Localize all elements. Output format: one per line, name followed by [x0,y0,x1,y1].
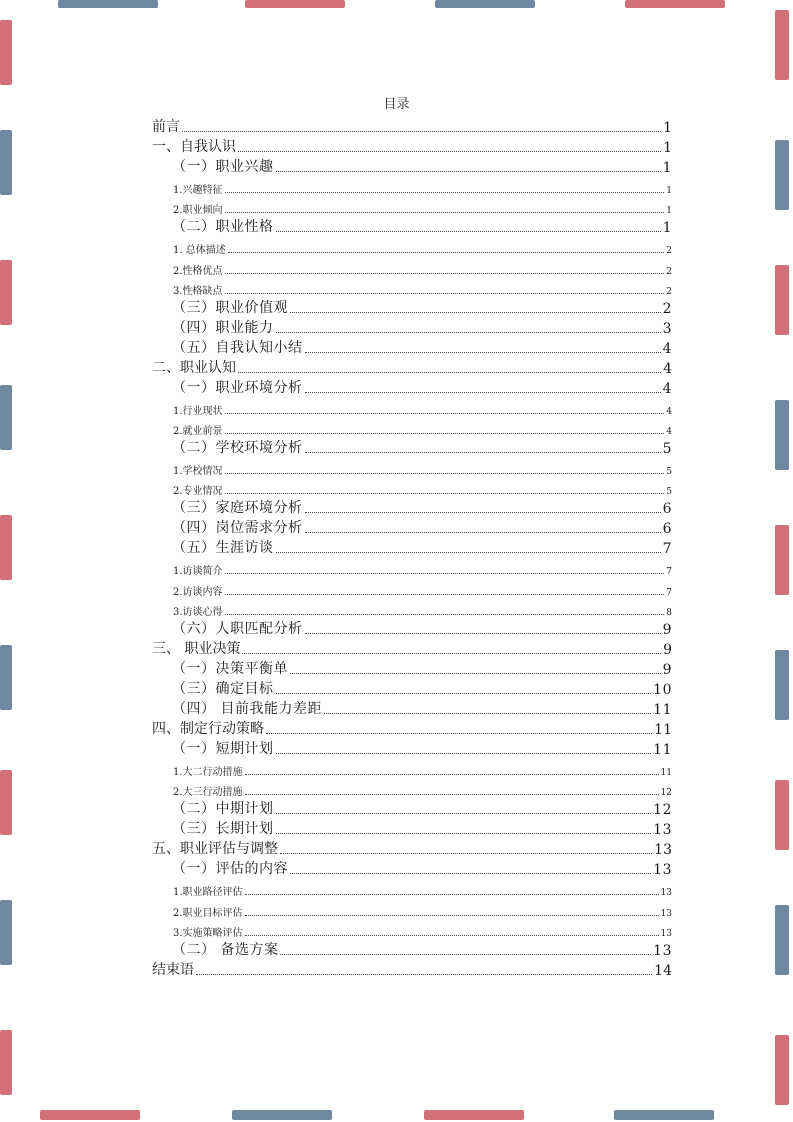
dot-leader [305,633,661,634]
dot-leader [182,131,661,132]
toc-entry[interactable] [152,419,672,439]
toc-entry-page-number: 9 [662,661,672,678]
dot-leader [280,853,652,854]
dot-leader [276,813,652,814]
dot-leader [225,192,665,193]
table-of-contents [152,118,672,981]
toc-entry-label: （五）生涯访谈 [172,540,274,557]
dot-leader [276,753,652,754]
toc-entry-page-number: 13 [653,822,672,839]
toc-entry[interactable] [152,680,672,700]
toc-entry-label: 1.学校情况 [173,466,223,478]
toc-entry-page-number: 13 [654,842,672,859]
toc-entry-page-number: 2 [666,266,672,277]
dot-leader [245,894,659,895]
toc-entry[interactable] [152,921,672,941]
toc-entry-label: 五、职业评估与调整 [152,841,278,858]
dot-leader [225,212,665,213]
toc-entry-page-number: 7 [666,587,672,598]
toc-entry-page-number: 4 [662,380,672,397]
toc-entry-label: （三）职业价值观 [172,299,288,316]
toc-entry-page-number: 13 [653,942,672,959]
dot-leader [276,231,661,232]
toc-entry-page-number: 10 [653,681,672,698]
dot-leader [225,433,665,434]
toc-entry-page-number: 1 [662,220,672,237]
toc-entry-page-number: 9 [662,621,672,638]
dot-leader [305,352,661,353]
toc-entry-label: 结束语 [152,961,194,978]
toc-entry[interactable] [152,961,672,981]
toc-entry-page-number: 12 [660,788,672,799]
border-stripe [40,1110,140,1120]
toc-entry[interactable] [152,660,672,680]
toc-entry[interactable] [152,379,672,399]
toc-entry[interactable] [152,780,672,800]
toc-entry[interactable] [152,579,672,599]
toc-entry-label: （一）短期计划 [172,741,274,757]
toc-entry-label: （六）人职匹配分析 [172,620,303,637]
toc-entry-label: （一）职业兴趣 [172,159,274,176]
toc-entry-label: 3.性格缺点 [173,285,223,297]
toc-entry[interactable] [152,620,672,640]
toc-entry-label: （三）家庭环境分析 [172,500,303,517]
dot-leader [324,713,651,714]
border-stripe [424,1110,524,1120]
toc-entry[interactable] [152,359,672,379]
dot-leader [245,794,659,795]
toc-entry-label: （四）岗位需求分析 [172,520,303,537]
toc-entry-page-number: 4 [666,427,672,437]
border-stripe [0,645,12,710]
toc-entry[interactable] [152,178,672,198]
toc-entry[interactable] [152,138,672,158]
toc-entry-page-number: 11 [660,768,672,779]
border-stripe [775,525,789,595]
toc-entry-page-number: 4 [662,340,672,357]
toc-entry[interactable] [152,399,672,419]
toc-entry-label: （四）职业能力 [172,319,274,336]
toc-entry[interactable] [152,640,672,660]
toc-entry-page-number: 11 [653,742,672,758]
toc-entry[interactable] [152,760,672,780]
toc-entry-label: 3.实施策略评估 [173,927,243,939]
toc-entry-page-number: 1 [666,186,672,197]
dot-leader [266,733,652,734]
dot-leader [225,614,665,615]
border-stripe [775,780,789,850]
toc-entry[interactable] [152,800,672,820]
dot-leader [245,935,659,936]
toc-entry-page-number: 13 [660,888,672,899]
border-stripe [0,20,12,85]
border-stripe [775,1035,789,1105]
toc-entry[interactable] [152,319,672,339]
toc-entry-label: （二） 备选方案 [172,941,279,958]
toc-entry[interactable] [152,279,672,299]
dot-leader [305,532,661,533]
dot-leader [276,693,652,694]
border-stripe [0,260,12,325]
toc-entry-label: 3.访谈心得 [173,606,223,618]
toc-entry-page-number: 1 [666,206,672,217]
toc-entry-label: 四、制定行动策略 [152,720,264,737]
toc-entry[interactable] [152,539,672,559]
toc-entry-page-number: 11 [653,701,672,718]
toc-entry-label: 1.大二行动措施 [173,767,243,779]
toc-entry-page-number: 14 [654,962,672,979]
toc-entry-page-number: 1 [663,120,672,137]
dot-leader [225,573,665,574]
toc-entry-page-number: 4 [666,406,672,417]
dot-leader [290,312,661,313]
toc-entry-label: （三）确定目标 [172,680,274,697]
toc-entry-label: 三、 职业决策 [152,640,241,657]
dot-leader [276,833,652,834]
toc-entry-page-number: 11 [654,721,672,738]
toc-entry-label: 2.就业前景 [173,426,223,437]
dot-leader [225,293,665,294]
toc-entry-page-number: 13 [653,862,672,879]
toc-entry[interactable] [152,720,672,740]
dot-leader [290,673,661,674]
toc-entry[interactable] [152,118,672,138]
toc-entry-label: （五）自我认知小结 [172,339,303,356]
toc-entry-page-number: 5 [666,487,672,498]
toc-entry[interactable] [152,600,672,620]
toc-entry-label: （二）中期计划 [172,801,274,818]
toc-entry-label: 1.行业现状 [173,405,223,417]
border-stripe [0,1030,12,1095]
toc-entry-label: （一）职业环境分析 [172,379,303,396]
toc-entry-label: （三）长期计划 [172,821,274,838]
toc-entry-page-number: 6 [662,501,672,518]
toc-entry-label: 二、职业认知 [152,359,236,376]
toc-entry[interactable] [152,479,672,499]
toc-entry[interactable] [152,299,672,319]
toc-entry-label: 2.性格优点 [173,265,223,277]
toc-entry[interactable] [152,700,672,720]
border-stripe [0,130,12,195]
toc-entry-label: 一、自我认识 [152,139,236,156]
dot-leader [225,413,665,414]
toc-entry-label: （一）决策平衡单 [172,660,288,677]
dot-leader [276,171,661,172]
dot-leader [225,493,665,494]
toc-entry[interactable] [152,559,672,579]
toc-entry-page-number: 12 [653,802,672,819]
dot-leader [305,392,661,393]
toc-entry-label: 2.访谈内容 [173,586,223,598]
border-stripe [625,0,725,8]
toc-entry-label: 2.职业目标评估 [173,907,243,919]
border-stripe [435,0,535,8]
toc-entry[interactable] [152,258,672,278]
dot-leader [238,372,661,373]
border-stripe [775,140,789,210]
toc-entry[interactable] [152,820,672,840]
toc-entry-page-number: 1 [662,160,672,177]
border-stripe [232,1110,332,1120]
border-stripe [0,515,12,580]
toc-entry[interactable] [152,158,672,178]
toc-entry-label: （四） 目前我能力差距 [172,700,322,717]
toc-entry-page-number: 13 [660,908,672,919]
toc-entry[interactable] [152,218,672,238]
border-stripe [58,0,158,8]
toc-entry-label: 1.职业路径评估 [173,887,243,899]
toc-entry-page-number: 5 [662,441,672,458]
toc-entry-page-number: 4 [663,360,672,377]
toc-entry-page-number: 9 [663,641,672,658]
toc-entry-page-number: 2 [666,246,672,257]
dot-leader [245,915,659,916]
toc-entry[interactable] [152,941,672,961]
toc-entry[interactable] [152,740,672,760]
toc-entry-page-number: 7 [662,541,672,558]
toc-entry-label: （一）评估的内容 [172,861,288,878]
toc-entry[interactable] [152,459,672,479]
toc-entry[interactable] [152,519,672,539]
toc-entry[interactable] [152,840,672,860]
border-stripe [0,770,12,835]
border-stripe [775,650,789,720]
dot-leader [228,252,665,253]
border-stripe [0,900,12,965]
toc-entry[interactable] [152,339,672,359]
toc-entry-label: （二）职业性格 [172,219,274,236]
dot-leader [245,774,659,775]
border-stripe [775,10,789,80]
dot-leader [276,552,661,553]
toc-title: 目录 [383,97,410,112]
dot-leader [225,273,665,274]
toc-entry-label: 1.访谈简介 [173,566,223,578]
border-stripe [775,265,789,335]
toc-entry[interactable] [152,900,672,920]
toc-entry-page-number: 2 [666,286,672,297]
dot-leader [225,594,665,595]
toc-entry-page-number: 2 [662,300,672,317]
toc-entry-page-number: 1 [663,140,672,157]
border-stripe [0,385,12,450]
toc-entry-label: 前言 [152,119,180,136]
toc-entry-page-number: 8 [666,607,672,618]
toc-entry-label: 1.兴趣特征 [173,185,223,197]
toc-entry-label: 1. 总体描述 [173,245,226,257]
toc-entry[interactable] [152,860,672,880]
toc-entry[interactable] [152,238,672,258]
toc-entry-page-number: 3 [662,320,672,337]
border-stripe [775,905,789,975]
toc-entry-label: 2.大三行动措施 [173,787,243,799]
border-stripe [245,0,345,8]
border-stripe [614,1110,714,1120]
toc-entry-page-number: 13 [660,928,672,939]
dot-leader [242,653,661,654]
dot-leader [305,512,661,513]
dot-leader [305,452,661,453]
toc-entry-label: （二）学校环境分析 [172,440,303,457]
dot-leader [276,332,661,333]
toc-entry[interactable] [152,439,672,459]
toc-entry-page-number: 6 [662,521,672,538]
toc-entry[interactable] [152,198,672,218]
dot-leader [280,954,651,955]
toc-entry-label: 2.专业情况 [173,486,223,498]
toc-entry-page-number: 7 [666,567,672,578]
dot-leader [196,974,652,975]
border-stripe [775,400,789,470]
toc-entry[interactable] [152,499,672,519]
toc-entry-label: 2.职业倾向 [173,205,223,217]
toc-entry[interactable] [152,880,672,900]
toc-entry-page-number: 5 [666,467,672,478]
dot-leader [290,873,651,874]
dot-leader [238,151,661,152]
dot-leader [225,473,665,474]
